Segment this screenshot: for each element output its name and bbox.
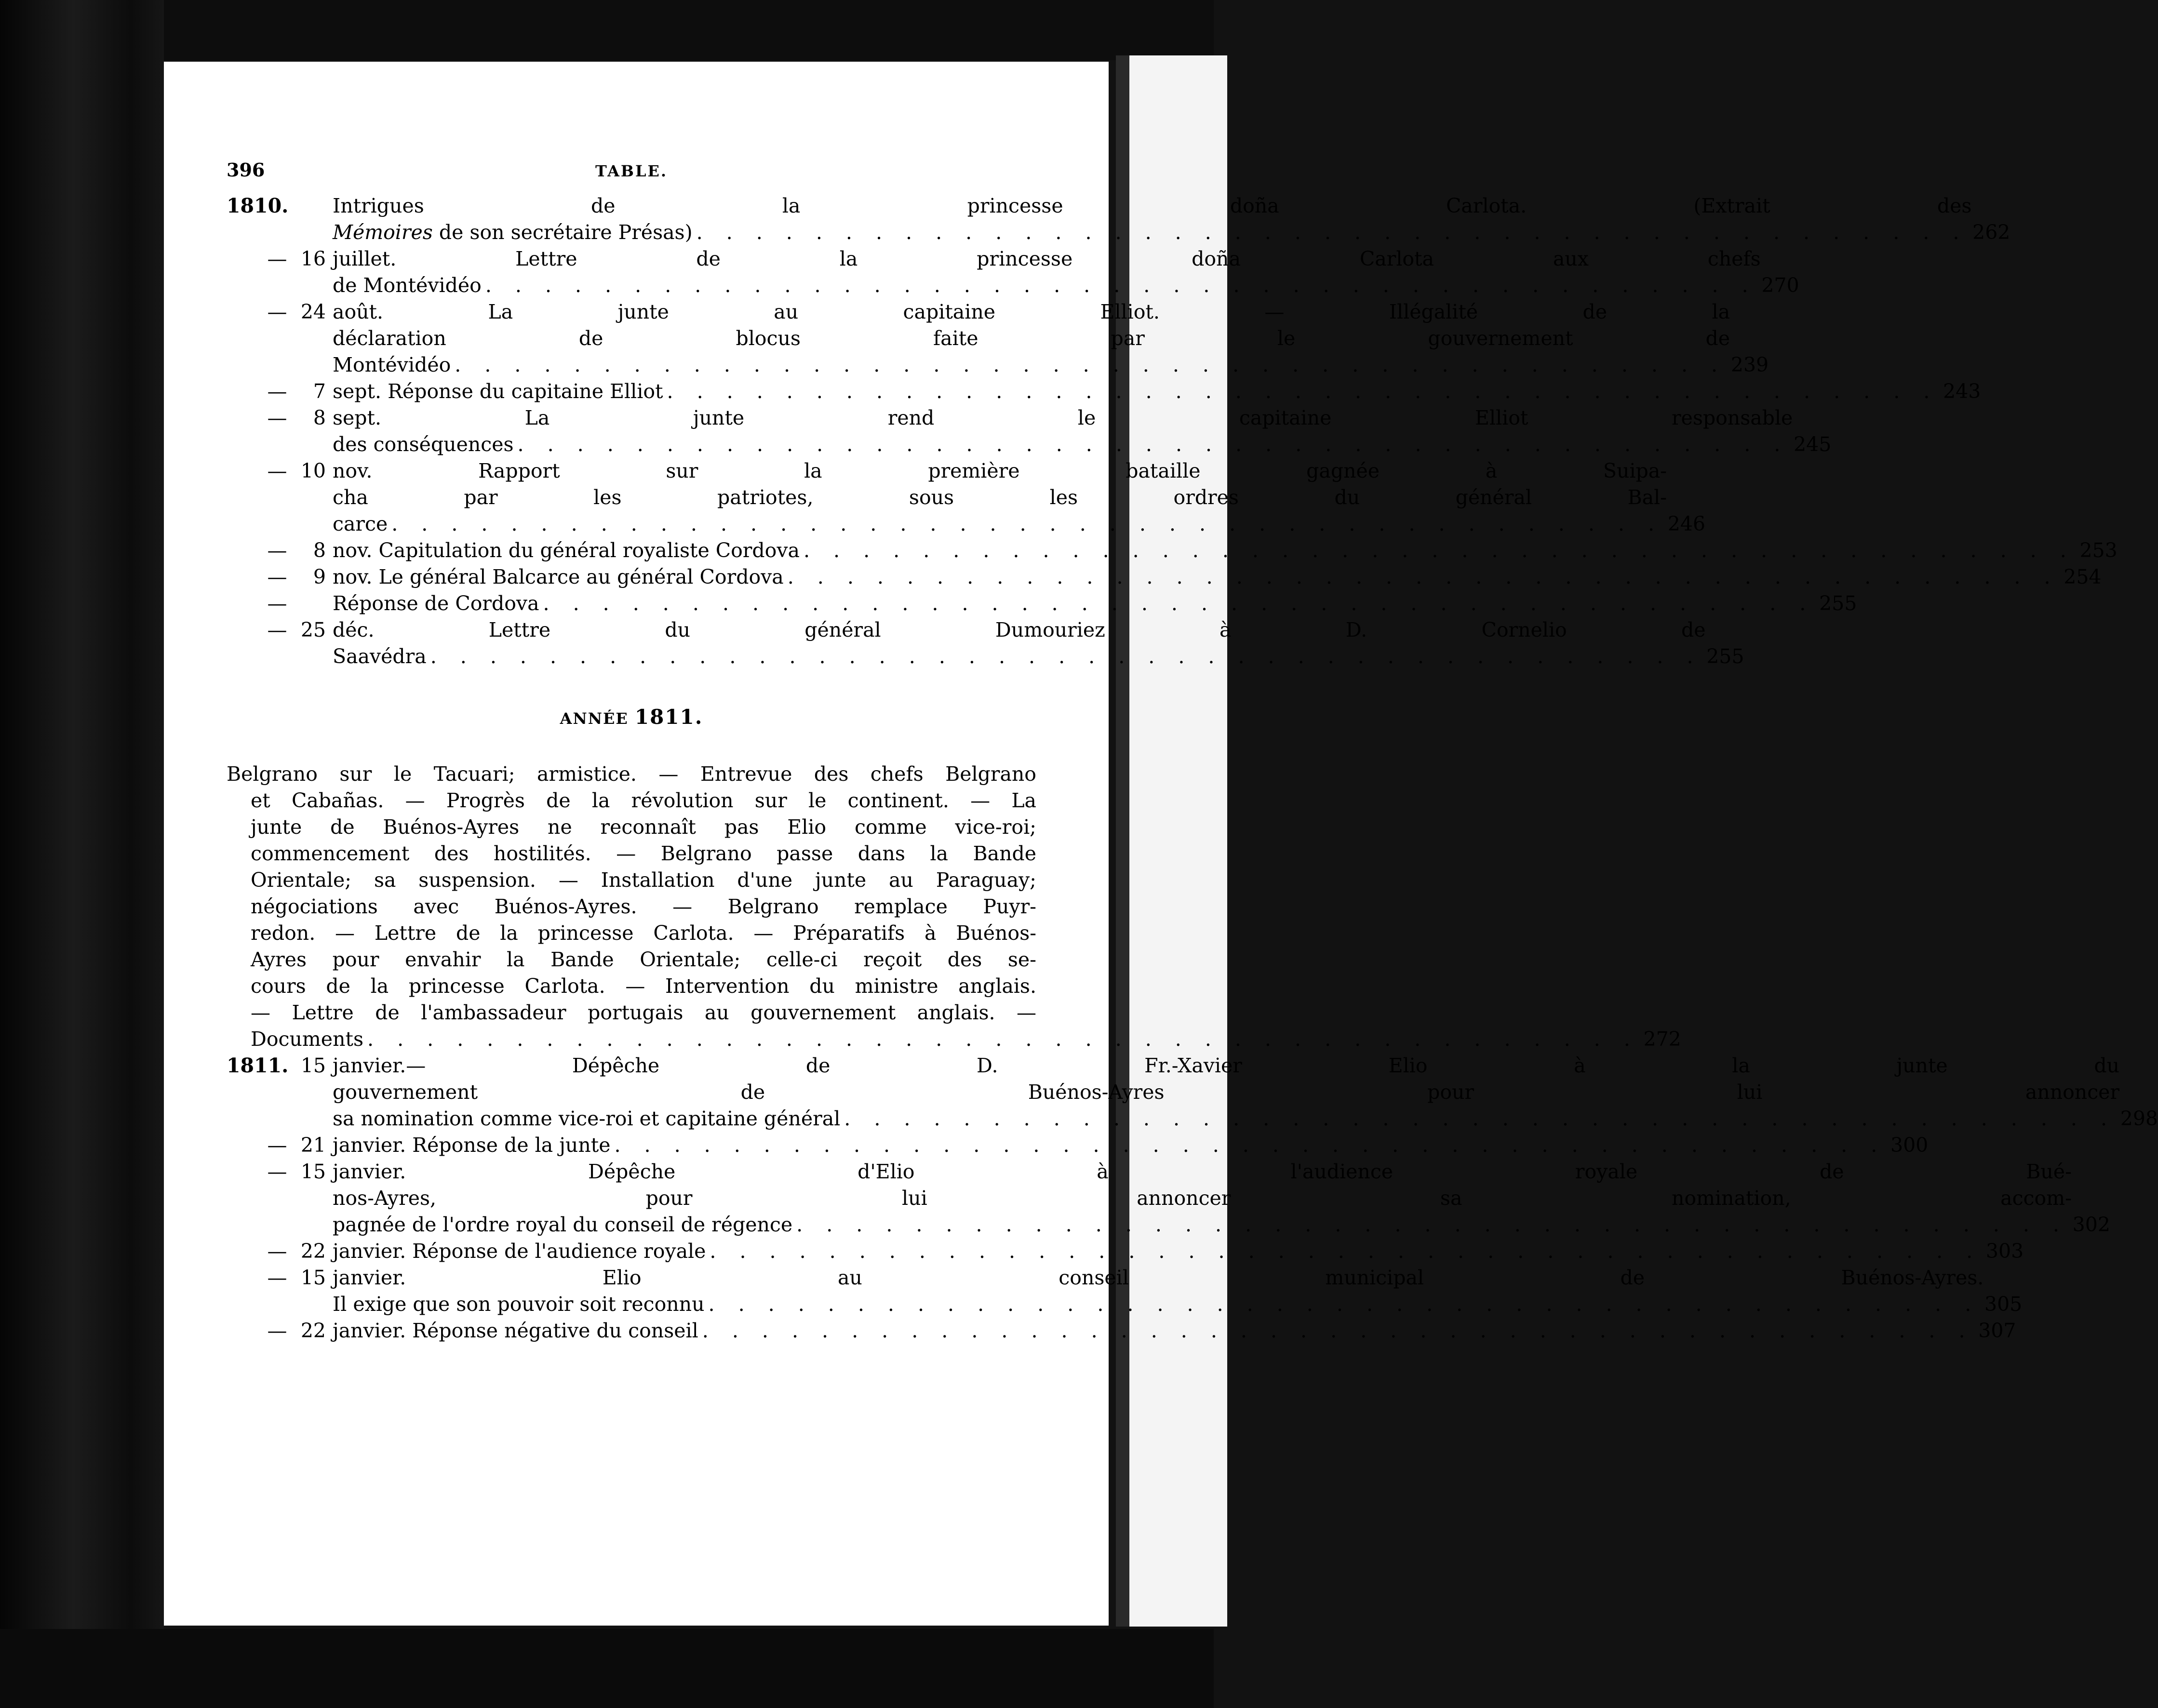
- summary-line: cours de la princesse Carlota. — Intervention du ministre anglais.: [251, 974, 1036, 998]
- entry-dash: —: [267, 1266, 287, 1289]
- summary-last-line: [227, 1026, 1681, 1053]
- entry-line: [333, 325, 1769, 352]
- entry-day: 22: [300, 1319, 326, 1342]
- leader-dots: [698, 1318, 1978, 1344]
- entry-line: [333, 246, 1799, 272]
- entry-line: [333, 458, 1705, 484]
- entry-text: Mémoires de son secrétaire Présas): [333, 221, 693, 244]
- leader-dots: [363, 1026, 1643, 1053]
- toc-entry: [227, 590, 1857, 617]
- leader-dots: [706, 1238, 1985, 1265]
- page-ref: 270: [1761, 274, 1799, 297]
- entry-line: [333, 405, 1831, 431]
- leader-dots: [388, 511, 1667, 537]
- table-of-contents: [227, 193, 2158, 1344]
- summary-line: junte de Buénos-Ayres ne reconnaît pas Elio comme vice-roi;: [251, 815, 1036, 839]
- entry-text: Intrigues de la princesse doña Carlota. (Extrait des: [333, 194, 1972, 217]
- entry-body: [333, 405, 1831, 458]
- entry-year: [227, 1318, 260, 1344]
- summary-lines: [227, 761, 1036, 1026]
- entry-text: pagnée de l'ordre royal du conseil de régence: [333, 1213, 793, 1236]
- entry-text-italic: Mémoires: [333, 221, 433, 244]
- leader-dots: [663, 378, 1943, 405]
- toc-entry: [227, 405, 1832, 458]
- entry-year: [227, 1159, 260, 1238]
- entry-body: [333, 1318, 2016, 1344]
- running-title: TABLE.: [595, 162, 668, 180]
- toc-entry: [227, 299, 1769, 378]
- entry-body: [333, 1132, 1928, 1159]
- running-header: [227, 159, 1036, 188]
- entry-text: sa nomination comme vice-roi et capitaine général: [333, 1107, 841, 1130]
- entry-year: [227, 246, 260, 299]
- entry-dash: —: [267, 1240, 287, 1263]
- entry-dash: [260, 1053, 294, 1132]
- leader-dots: [539, 590, 1819, 617]
- entry-line: [333, 1318, 2016, 1344]
- toc-entry: [227, 378, 1981, 405]
- page-ref: 303: [1985, 1240, 2024, 1263]
- summary-line: commencement des hostilités. — Belgrano passe dans la Bande: [251, 842, 1036, 865]
- leader-dots: [482, 272, 1761, 299]
- entry-line: [333, 431, 1831, 458]
- entry-body: [333, 378, 1981, 405]
- leader-dots: [800, 537, 2079, 564]
- entry-dash: —: [267, 539, 287, 562]
- page-ref: 239: [1730, 353, 1769, 376]
- page-ref: 305: [1984, 1293, 2023, 1316]
- entry-line: [333, 193, 2010, 219]
- entry-line: [333, 1185, 2110, 1212]
- toc-entry: [227, 617, 1744, 670]
- entry-line: [333, 1079, 2158, 1106]
- entry-body: [333, 299, 1769, 378]
- summary-line: — Lettre de l'ambassadeur portugais au gouvernement anglais. —: [251, 1001, 1036, 1024]
- entry-text: nos-Ayres, pour lui annoncer sa nomination, accom-: [333, 1187, 2072, 1210]
- summary-line: négociations avec Buénos-Ayres. — Belgrano remplace Puyr-: [251, 895, 1036, 918]
- summary-line: Orientale; sa suspension. — Installation d'une junte au Paraguay;: [251, 868, 1036, 892]
- entry-day: 9: [313, 565, 326, 588]
- entry-line: [333, 617, 1744, 643]
- page-ref: 272: [1643, 1027, 1681, 1051]
- page-ref: 300: [1890, 1134, 1929, 1157]
- entry-line: [333, 1053, 2158, 1079]
- entry-body: [333, 1053, 2158, 1132]
- entry-dash: —: [267, 1160, 287, 1183]
- leader-dots: [610, 1132, 1890, 1159]
- entry-text: janvier. Réponse négative du conseil: [333, 1319, 698, 1342]
- leader-dots: [784, 564, 2063, 590]
- entry-dash: —: [267, 1319, 287, 1342]
- entry-line: [333, 219, 2010, 246]
- entry-line: [333, 564, 2102, 590]
- entry-body: [333, 537, 2118, 564]
- entry-body: [333, 564, 2102, 590]
- entry-year: 1811.: [227, 1054, 289, 1077]
- entry-text: cha par les patriotes, sous les ordres du général Bal-: [333, 486, 1667, 509]
- entry-line: [333, 272, 1799, 299]
- entry-year: [227, 405, 260, 458]
- entry-year: [227, 564, 260, 590]
- entry-day: 15: [300, 1266, 326, 1289]
- entry-day: 8: [313, 406, 326, 429]
- entry-text: janvier.— Dépêche de D. Fr.-Xavier Elio à la junte du: [333, 1054, 2120, 1077]
- entry-day: 15: [300, 1054, 326, 1077]
- entry-body: [333, 590, 1857, 617]
- entry-line: [333, 511, 1705, 537]
- entry-line: [333, 590, 1857, 617]
- leader-dots: [840, 1106, 2119, 1132]
- entry-body: [333, 246, 1799, 299]
- entry-dash: —: [267, 565, 287, 588]
- page-ref: 302: [2072, 1213, 2110, 1236]
- toc-entry: [227, 1159, 2110, 1238]
- entries-1811: [227, 1053, 2158, 1344]
- entry-text: des conséquences: [333, 433, 514, 456]
- entry-day: 10: [300, 459, 326, 482]
- entry-line: [333, 484, 1705, 511]
- entry-dash: —: [267, 380, 287, 403]
- entry-text: juillet. Lettre de la princesse doña Carlota aux chefs: [333, 247, 1761, 270]
- page-ref: 255: [1819, 592, 1857, 615]
- entry-text: sept. La junte rend le capitaine Elliot responsable: [333, 406, 1793, 429]
- page-ref: 262: [1972, 221, 2011, 244]
- toc-entry: [227, 1132, 1929, 1159]
- entry-day: 25: [300, 618, 326, 641]
- entry-dash: —: [267, 247, 287, 270]
- summary-last-text: Documents: [251, 1027, 363, 1051]
- toc-entry: [227, 1265, 2023, 1318]
- entry-day: [294, 590, 333, 617]
- leader-dots: [514, 431, 1793, 458]
- entry-year: [227, 378, 260, 405]
- scan-border-bottom: [0, 1629, 1214, 1708]
- leader-dots: [427, 643, 1706, 670]
- entry-body: [333, 1265, 2022, 1318]
- entry-line: [333, 299, 1769, 325]
- page-ref: 255: [1706, 645, 1744, 668]
- toc-entry: [227, 1318, 2016, 1344]
- entry-dash: —: [267, 1134, 287, 1157]
- entry-text: nov. Le général Balcarce au général Cordova: [333, 565, 784, 588]
- leader-dots: [693, 219, 1972, 246]
- entry-body: [333, 1238, 2024, 1265]
- entry-year: [227, 617, 260, 670]
- entry-text: Saavédra: [333, 645, 427, 668]
- entry-year: 1810.: [227, 194, 289, 217]
- section-year: 1811.: [634, 705, 703, 729]
- entry-line: [333, 1159, 2110, 1185]
- toc-entry: [227, 537, 2118, 564]
- page-ref: 307: [1978, 1319, 2016, 1342]
- entry-text: janvier. Elio au conseil municipal de Buénos-Ayres.: [333, 1266, 1984, 1289]
- entry-dash: —: [267, 618, 287, 641]
- entry-text: déc. Lettre du général Dumouriez à D. Cornelio de: [333, 618, 1706, 641]
- toc-entry: [227, 458, 1706, 537]
- entry-dash: [260, 193, 294, 246]
- entry-text: janvier. Dépêche d'Elio à l'audience royale de Bué-: [333, 1160, 2072, 1183]
- entry-text: janvier. Réponse de la junte: [333, 1134, 611, 1157]
- section-heading: [227, 704, 1036, 732]
- entry-line: [333, 643, 1744, 670]
- entry-body: [333, 193, 2010, 246]
- entry-line: [333, 537, 2118, 564]
- page-ref: 243: [1943, 380, 1981, 403]
- entry-dash: —: [267, 300, 287, 323]
- leader-dots: [792, 1212, 2072, 1238]
- entry-year: [227, 590, 260, 617]
- entry-text: sept. Réponse du capitaine Elliot: [333, 380, 663, 403]
- summary-line: et Cabañas. — Progrès de la révolution sur le continent. — La: [251, 789, 1036, 812]
- page-ref: 254: [2064, 565, 2102, 588]
- page-number: 396: [227, 159, 265, 181]
- entry-text: carce: [333, 512, 388, 535]
- entry-body: [333, 617, 1744, 670]
- entry-body: [333, 458, 1705, 537]
- entry-line: [333, 352, 1769, 378]
- entry-body: [333, 1159, 2110, 1238]
- toc-entry: [227, 1238, 2024, 1265]
- entry-text: août. La junte au capitaine Elliot. — Illégalité de la: [333, 300, 1730, 323]
- scan-border-left: [0, 0, 164, 1708]
- entry-text: déclaration de blocus faite par le gouvernement de: [333, 327, 1730, 350]
- page-ref: 253: [2079, 539, 2118, 562]
- entry-dash: —: [267, 459, 287, 482]
- entry-line: [333, 1132, 1928, 1159]
- entry-text: gouvernement de Buénos-Ayres pour lui annoncer: [333, 1081, 2120, 1104]
- section-summary: [227, 761, 1681, 1053]
- summary-line: Belgrano sur le Tacuari; armistice. — Entrevue des chefs Belgrano: [227, 762, 1036, 786]
- toc-entry: [227, 193, 2011, 246]
- entry-day: 24: [300, 300, 326, 323]
- entry-day: 8: [313, 539, 326, 562]
- leader-dots: [705, 1291, 1984, 1318]
- entry-line: [333, 1212, 2110, 1238]
- page-ref: 298: [2120, 1107, 2158, 1130]
- entry-day: 15: [300, 1160, 326, 1183]
- toc-entry: [227, 564, 2102, 590]
- entry-dash: —: [267, 592, 287, 615]
- entry-text: nov. Rapport sur la première bataille gagnée à Suipa-: [333, 459, 1667, 482]
- entry-line: [333, 1265, 2022, 1291]
- entry-line: [333, 1106, 2158, 1132]
- page-ref: 246: [1667, 512, 1706, 535]
- entries-1810: [227, 193, 2118, 670]
- entry-text: nov. Capitulation du général royaliste Cordova: [333, 539, 800, 562]
- entry-day: 21: [300, 1134, 326, 1157]
- toc-entry: [227, 1053, 2158, 1132]
- entry-day: 7: [313, 380, 326, 403]
- entry-year: [227, 1132, 260, 1159]
- entry-dash: —: [267, 406, 287, 429]
- entry-text: Réponse de Cordova: [333, 592, 539, 615]
- entry-year: [227, 458, 260, 537]
- entry-text: de Montévidéo: [333, 274, 482, 297]
- toc-entry: [227, 246, 1799, 299]
- page-ref: 245: [1794, 433, 1832, 456]
- scan-border-top: [0, 0, 1214, 60]
- entry-text: janvier. Réponse de l'audience royale: [333, 1240, 706, 1263]
- entry-line: [333, 378, 1981, 405]
- section-label: ANNÉE: [560, 709, 629, 728]
- summary-line: Ayres pour envahir la Bande Orientale; celle-ci reçoit des se-: [251, 948, 1036, 971]
- entry-line: [333, 1291, 2022, 1318]
- entry-year: [227, 537, 260, 564]
- summary-line: redon. — Lettre de la princesse Carlota. — Préparatifs à Buénos-: [251, 921, 1036, 945]
- entry-day: 16: [300, 247, 326, 270]
- entry-day: 22: [300, 1240, 326, 1263]
- entry-year: [227, 1238, 260, 1265]
- entry-line: [333, 1238, 2024, 1265]
- leader-dots: [451, 352, 1730, 378]
- entry-day: [294, 193, 333, 246]
- entry-year: [227, 299, 260, 378]
- entry-year: [227, 1265, 260, 1318]
- entry-text: Il exige que son pouvoir soit reconnu: [333, 1293, 705, 1316]
- entry-text: Montévidéo: [333, 353, 451, 376]
